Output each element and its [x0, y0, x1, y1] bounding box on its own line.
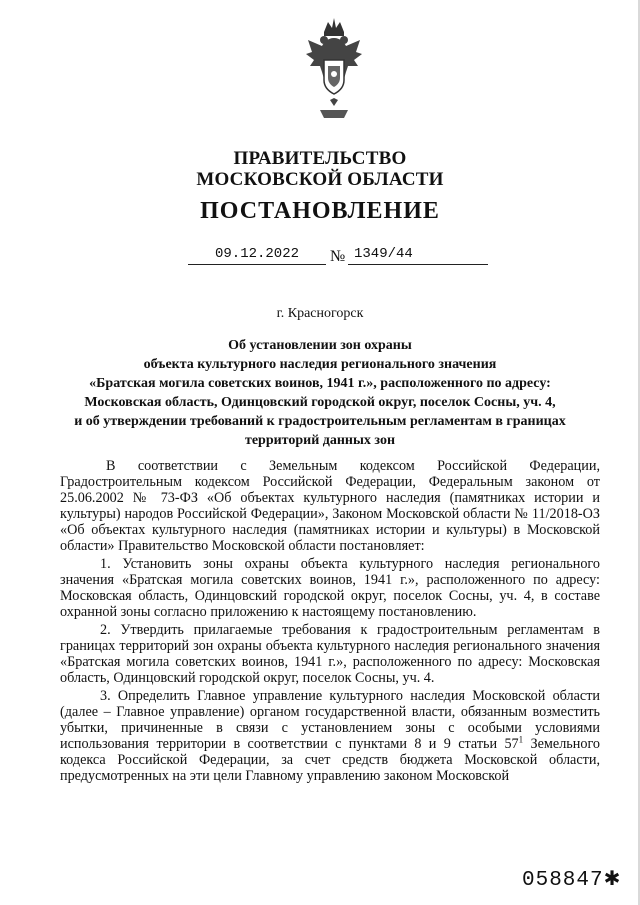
serial-star-icon: ✱	[603, 866, 622, 890]
subject-line: территорий данных зон	[244, 433, 396, 448]
city-name: г. Красногорск	[276, 306, 364, 321]
number-sign: №	[330, 248, 346, 265]
document-body	[60, 458, 600, 786]
serial-digits: 058847	[522, 869, 604, 892]
preamble-paragraph: В соответствии с Земельным кодексом Российской Федерации, Градостроительным кодексом Российской Федерации, Федеральным законом от 25.06.2002 № 73-ФЗ «Об объектах культурного наследия (памятниках истории и культуры) народов Российской Федерации», Законом Московской области № 11/2018-ОЗ «Об объектах культурного наследия (памятниках истории и культуры) в Московской области» Правительство Московской области постановляет:	[60, 458, 600, 554]
subject-line: Московская область, Одинцовский городской округ, поселок Сосны, уч. 4,	[84, 395, 556, 410]
document-date: 09.12.2022	[188, 246, 326, 265]
document-number: 1349/44	[348, 246, 488, 265]
article-superscript: 1	[518, 734, 524, 745]
subject-line: «Братская могила советских воинов, 1941 г.», расположенного по адресу:	[89, 376, 551, 391]
subject-line: объекта культурного наследия регионального значения	[143, 357, 497, 372]
item-3-text-a: 3. Определить Главное управление культурного наследия Московской области (далее – Главное управление) органом государственной власти, обязанным возместить убытки, причиненные в связи с установлением зоны с особыми условиями использования территории в соответствии с пунктами 8 и 9 статьи 57	[60, 688, 600, 752]
document-type-title: ПОСТАНОВЛЕНИЕ	[200, 198, 440, 224]
item-1-paragraph: 1. Установить зоны охраны объекта культурного наследия регионального значения «Братская могила советских воинов, 1941 г.», расположенного по адресу: Московская область, Одинцовский городской округ, поселок Сосны, уч. 4, в составе охранной зоны согласно приложению к настоящему постановлению.	[60, 556, 600, 620]
date-number-line	[0, 246, 640, 272]
moscow-oblast-coat-of-arms-icon	[302, 14, 366, 126]
subject-line: Об установлении зон охраны	[228, 338, 412, 353]
form-serial-number	[522, 866, 621, 892]
item-3-paragraph	[60, 688, 600, 784]
document-subject	[0, 336, 640, 450]
government-name	[0, 148, 640, 190]
government-line-1: ПРАВИТЕЛЬСТВО	[233, 148, 407, 169]
item-2-paragraph: 2. Утвердить прилагаемые требования к градостроительным регламентам в границах территорий зон охраны объекта культурного наследия регионального значения «Братская могила советских воинов, 1941 г.», расположенного по адресу: Московская область, Одинцовский городской округ, поселок Сосны, уч. 4.	[60, 622, 600, 686]
subject-line: и об утверждении требований к градостроительным регламентам в границах	[74, 414, 566, 429]
government-line-2: МОСКОВСКОЙ ОБЛАСТИ	[196, 169, 444, 190]
item-3-text-b: Земельного кодекса Российской Федерации, за счет средств бюджета Московской области, предусмотренных на эти цели Главному управлению законом Московской	[60, 736, 601, 784]
